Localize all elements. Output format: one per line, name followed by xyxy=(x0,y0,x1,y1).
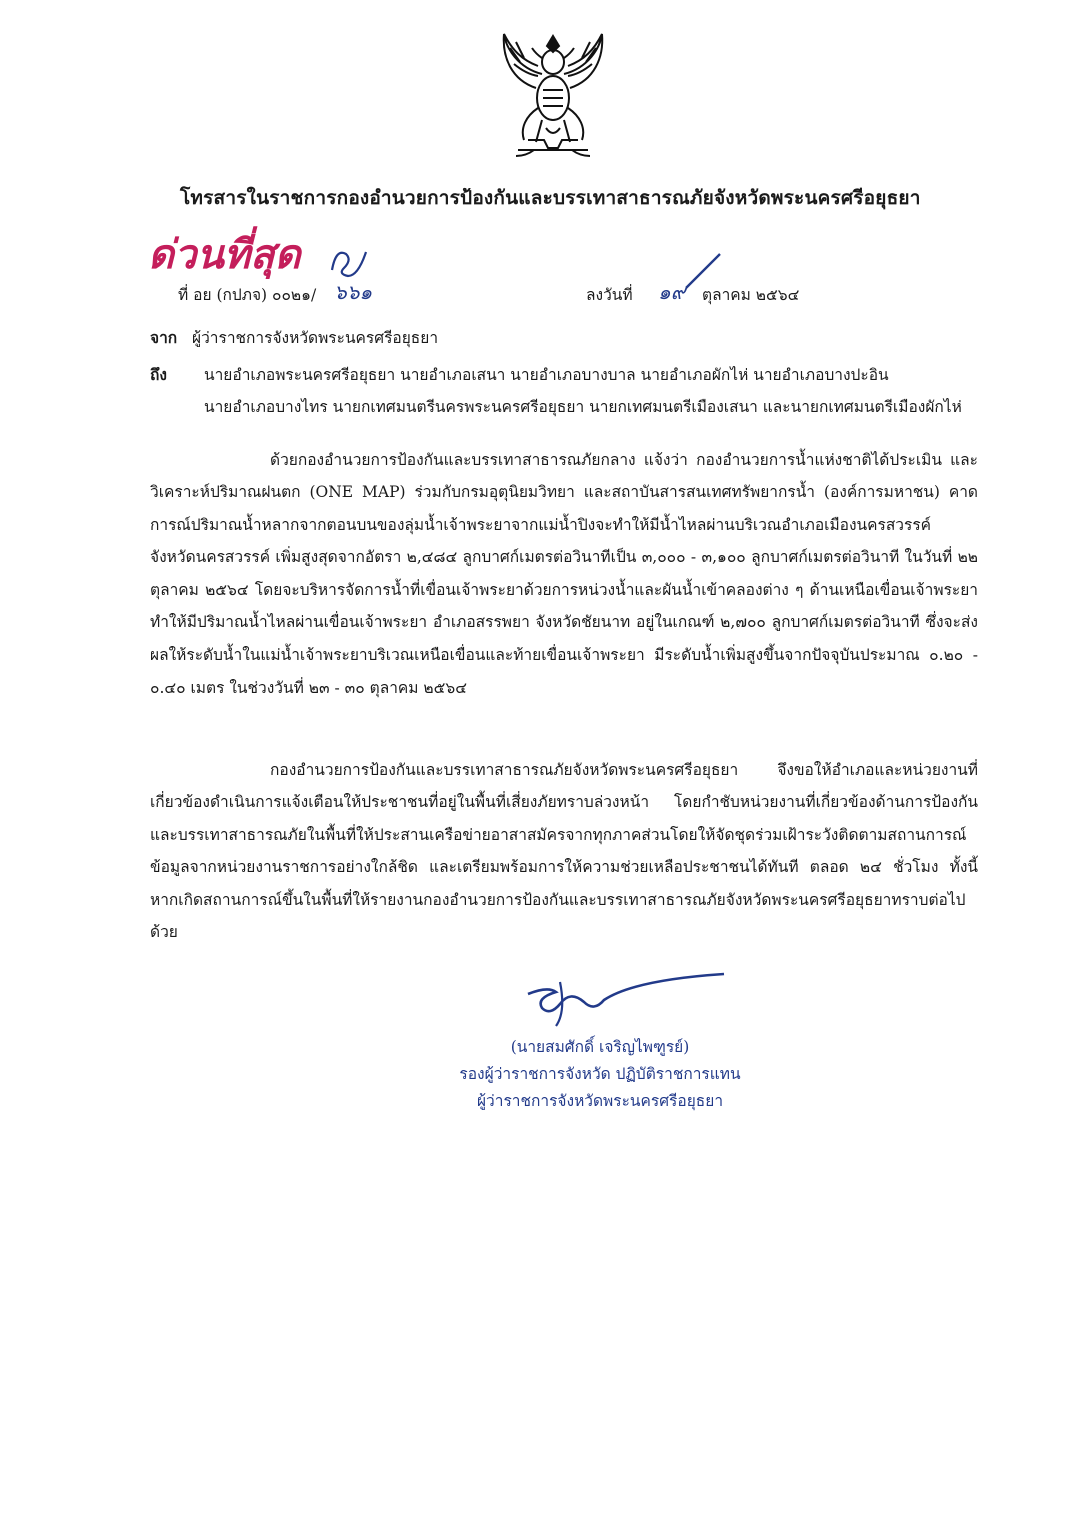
urgency-stamp: ด่วนที่สุด xyxy=(148,231,301,278)
reference-number-label: ที่ อย (กปภจ) ๐๐๒๑/ xyxy=(178,286,317,304)
garuda-emblem-icon xyxy=(498,28,608,168)
from-value: ผู้ว่าราชการจังหวัดพระนครศรีอยุธยา xyxy=(192,329,439,347)
signer-position-2: ผู้ว่าราชการจังหวัดพระนครศรีอยุธยา xyxy=(476,1092,724,1110)
signer-name: (นายสมศักดิ์ เจริญไพฑูรย์) xyxy=(510,1038,690,1056)
signature-block xyxy=(440,1034,760,1115)
body-paragraph-2: กองอำนวยการป้องกันและบรรเทาสาธารณภัยจังหวัดพระนครศรีอยุธยา จึงขอให้อำเภอและหน่วยงานที่เกี่ยวข้องดำเนินการแจ้งเตือนให้ประชาชนที่อยู่ในพื้นที่เสี่ยงภัยทราบล่วงหน้า โดยกำชับหน่วยงานที่เกี่ยวข้องด้านการป้องกันและบรรเทาสาธารณภัยในพื้นที่ให้ประสานเครือข่ายอาสาสมัครจากทุกภาคส่วนโดยให้จัดชุดร่วมเฝ้าระวังติดตามสถานการณ์ข้อมูลจากหน่วยงานราชการอย่างใกล้ชิด และเตรียมพร้อมการให้ความช่วยเหลือประชาชนได้ทันที ตลอด ๒๔ ชั่วโมง ทั้งนี้ หากเกิดสถานการณ์ขึ้นในพื้นที่ให้รายงานกองอำนวยการป้องกันและบรรเทาสาธารณภัยจังหวัดพระนครศรีอยุธยาทราบต่อไปด้วย xyxy=(150,760,978,942)
signer-position-1: รองผู้ว่าราชการจังหวัด ปฏิบัติราชการแทน xyxy=(459,1065,741,1083)
from-label: จาก xyxy=(150,328,178,347)
date-day-handwritten: ๑๙ xyxy=(658,280,686,304)
handwritten-signature xyxy=(520,972,730,1032)
body-paragraph-1: ด้วยกองอำนวยการป้องกันและบรรเทาสาธารณภัยกลาง แจ้งว่า กองอำนวยการน้ำแห่งชาติได้ประเมิน และวิเคราะห์ปริมาณฝนตก (ONE MAP) ร่วมกับกรมอุตุนิยมวิทยา และสถาบันสารสนเทศทรัพยากรน้ำ (องค์การมหาชน) คาดการณ์ปริมาณน้ำหลากจากตอนบนของลุ่มน้ำเจ้าพระยาจากแม่น้ำปิงจะทำให้มีน้ำไหลผ่านบริเวณอำเภอเมืองนครสวรรค์ จังหวัดนครสวรรค์ เพิ่มสูงสุดจากอัตรา ๒,๔๘๔ ลูกบาศก์เมตรต่อวินาทีเป็น ๓,๐๐๐ - ๓,๑๐๐ ลูกบาศก์เมตรต่อวินาที ในวันที่ ๒๒ ตุลาคม ๒๕๖๔ โดยจะบริหารจัดการน้ำที่เขื่อนเจ้าพระยาด้วยการหน่วงน้ำและผันน้ำเข้าคลองต่าง ๆ ด้านเหนือเขื่อนเจ้าพระยา ทำให้มีปริมาณน้ำไหลผ่านเขื่อนเจ้าพระยา อำเภอสรรพยา จังหวัดชัยนาท อยู่ในเกณฑ์ ๒,๗๐๐ ลูกบาศก์เมตรต่อวินาที ซึ่งจะส่งผลให้ระดับน้ำในแม่น้ำเจ้าพระยาบริเวณเหนือเขื่อนและท้ายเขื่อนเจ้าพระยา มีระดับน้ำเพิ่มสูงขึ้นจากปัจจุบันประมาณ ๐.๒๐ - ๐.๔๐ เมตร ในช่วงวันที่ ๒๓ - ๓๐ ตุลาคม ๒๕๖๔ xyxy=(150,450,978,697)
to-recipients-line1: นายอำเภอพระนครศรีอยุธยา นายอำเภอเสนา นายอำเภอบางบาล นายอำเภอผักไห่ นายอำเภอบางปะอิน xyxy=(204,366,889,384)
to-label: ถึง xyxy=(150,365,167,384)
date-month-year: ตุลาคม ๒๕๖๔ xyxy=(702,286,800,304)
document-title: โทรสารในราชการกองอำนวยการป้องกันและบรรเทาสาธารณภัยจังหวัดพระนครศรีอยุธยา xyxy=(180,187,921,209)
reference-number-handwritten: ๖๖๑ xyxy=(334,280,373,304)
handwritten-mark-icon xyxy=(326,240,374,280)
to-recipients-line2: นายอำเภอบางไทร นายกเทศมนตรีนครพระนครศรีอยุธยา นายกเทศมนตรีเมืองเสนา และนายกเทศมนตรีเมืองผักไห่ xyxy=(204,398,962,416)
date-label: ลงวันที่ xyxy=(586,286,633,304)
